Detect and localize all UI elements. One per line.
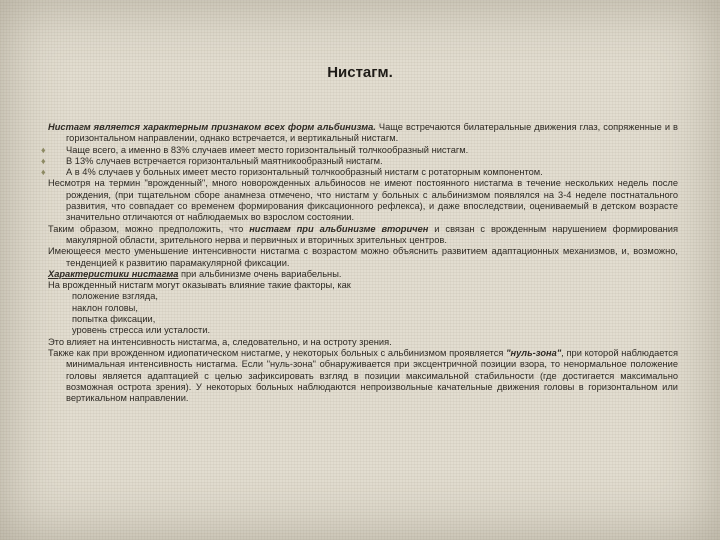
bullet-icon: ♦	[41, 144, 46, 155]
secondary-after: и связан с врожденным нарушением формирования макулярной области, зрительного нерва и первичных и вторичных зрительных центров.	[66, 223, 678, 245]
characteristics-paragraph	[48, 269, 678, 280]
bullet-text: Чаще всего, а именно в 83% случаев имеет место горизонтальный толчкообразный нистагм.	[66, 144, 469, 155]
acuity-paragraph: Это влияет на интенсивность нистагма, а, следовательно, и на остроту зрения.	[48, 336, 392, 347]
null-zone-before: Также как при врожденном идиопатическом нистагме, у некоторых больных с альбинизмом проявляется	[48, 347, 507, 358]
factors-intro: На врожденный нистагм могут оказывать влияние такие факторы, как	[48, 280, 351, 291]
characteristics-after: при альбинизме очень вариабельны.	[178, 268, 342, 279]
secondary-nystagmus-paragraph	[48, 224, 678, 247]
null-zone-emphasis: "нуль-зона"	[506, 347, 562, 358]
characteristics-emphasis: Характеристики нистагма	[48, 268, 179, 279]
bullet-item	[41, 167, 678, 178]
bullet-icon: ♦	[41, 167, 46, 178]
null-zone-paragraph	[48, 348, 678, 404]
null-zone-after: , при которой наблюдается минимальная интенсивность нистагма. Если "нуль-зона" обнаруживается при эксцентричной позиции взора, то ненормальное положение головы является адаптацией с целью зафиксировать взгляд в позиции максимальной стабильности (где достигается максимально возможная острота зрения). У некоторых больных наблюдаются непроизвольные качательные движения головы в горизонтальном или вертикальном направлении.	[66, 347, 678, 404]
adaptation-paragraph: Имеющееся место уменьшение интенсивности нистагма с возрастом можно объяснить развитием адаптационных механизмов, и, возможно, тенденцией к развитию парамакулярной фиксации.	[48, 246, 678, 268]
factor-item: наклон головы,	[72, 302, 138, 313]
bullet-icon: ♦	[41, 155, 46, 166]
congenital-term-paragraph: Несмотря на термин "врожденный", много новорожденных альбиносов не имеют постоянного нистагма в течение нескольких недель после рождения, (при тщательном сборе анамнеза отмечено, что нистагм у больных с альбинизмом появлялся на 3-4 неделе постнатального развития, что совпадает со временем формирования фиксационного рефлекса), и даже впоследствии, оцениваемый в детском возрасте значительно отличаются от наблюдаемых во взрослом состоянии.	[48, 178, 678, 223]
slide-title: Нистагм.	[327, 64, 393, 81]
bullet-item	[41, 155, 678, 167]
factor-item: попытка фиксации,	[72, 314, 156, 325]
factor-item: уровень стресса или усталости.	[72, 325, 211, 336]
intro-paragraph	[48, 122, 678, 145]
intro-rest: Чаще встречаются билатеральные движения глаз, сопряженные и в горизонтальном направлении, однако встречается, и вертикальный нистагм.	[66, 122, 678, 144]
bullet-item	[41, 144, 678, 156]
secondary-emphasis: нистагм при альбинизме вторичен	[249, 223, 429, 234]
bullet-text: В 13% случаев встречается горизонтальный маятникообразный нистагм.	[66, 155, 383, 166]
slide-body	[41, 122, 678, 404]
bullet-text: А в 4% случаев у больных имеет место горизонтальный толчкообразный нистагм с ротаторным компонентом.	[66, 167, 543, 178]
intro-lead: Нистагм является характерным признаком всех форм альбинизма.	[48, 122, 376, 132]
secondary-before: Таким образом, можно предположить, что	[48, 223, 250, 234]
factor-item: положение взгляда,	[72, 291, 158, 302]
